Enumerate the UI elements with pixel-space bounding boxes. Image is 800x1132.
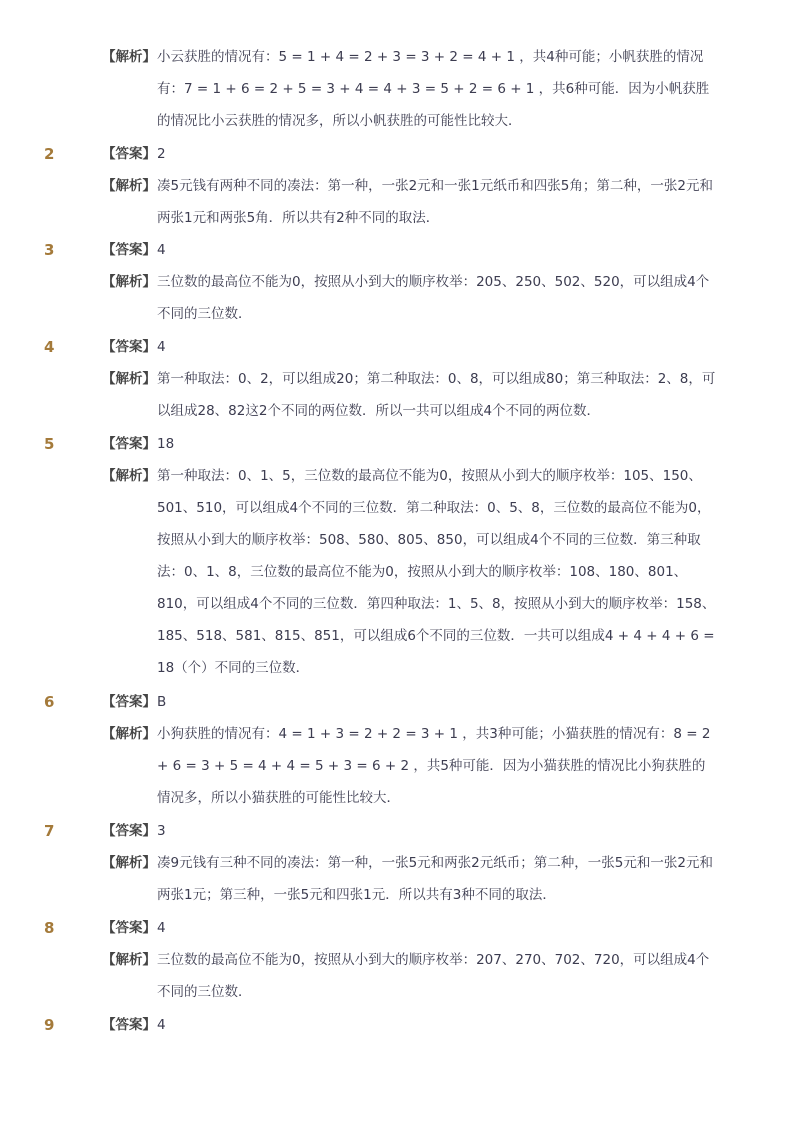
analysis-text: 小狗获胜的情况有：4 = 1 + 3 = 2 + 2 = 3 + 1 ，共3种可能；小猫获胜的情况有：8 = 2 + 6 = 3 + 5 = 4 + 4 = 5 + 3 = 6 + 2 ，共5种可能．因为小猫获胜的情况比小狗获胜的情况多，所以小猫获胜的可能性比较大． [157, 726, 711, 806]
question-number: 5 [44, 435, 55, 453]
answer-value: 4 [157, 242, 166, 258]
answer-value: 2 [157, 146, 166, 162]
answer-label: 【答案】 [102, 339, 156, 355]
analysis-text: 第一种取法：0、1、5，三位数的最高位不能为0，按照从小到大的顺序枚举：105、150、501、510，可以组成4个不同的三位数．第二种取法：0、5、8，三位数的最高位不能为0，按照从小到大的顺序枚举：508、580、805、850，可以组成4个不同的三位数．第三种取法：0、1、8，三位数的最高位不能为0，按照从小到大的顺序枚举：108、180、801、810，可以组成4个不同的三位数．第四种取法：1、5、8，按照从小到大的顺序枚举：158、185、518、581、815、851，可以组成6个不同的三位数．一共可以组成4 + 4 + 4 + 6 = 18（个）不同的三位数． [157, 468, 716, 676]
analysis-label: 【解析】 [102, 274, 156, 290]
answer-label: 【答案】 [102, 146, 156, 162]
analysis-text: 三位数的最高位不能为0，按照从小到大的顺序枚举：205、250、502、520，可以组成4个不同的三位数． [157, 274, 710, 322]
answer-label: 【答案】 [102, 823, 156, 839]
question-number: 6 [44, 693, 55, 711]
answer-label: 【答案】 [102, 1017, 156, 1033]
answer-label: 【答案】 [102, 694, 156, 710]
analysis-label: 【解析】 [102, 49, 156, 65]
analysis-text: 第一种取法：0、2，可以组成20；第二种取法：0、8，可以组成80；第三种取法：2、8，可以组成28、82这2个不同的两位数．所以一共可以组成4个不同的两位数． [157, 371, 716, 419]
analysis-label: 【解析】 [102, 468, 156, 484]
question-number: 3 [44, 241, 55, 259]
question-number: 4 [44, 338, 55, 356]
analysis-text: 凑9元钱有三种不同的凑法：第一种，一张5元和两张2元纸币；第二种，一张5元和一张2元和两张1元；第三种，一张5元和四张1元．所以共有3种不同的取法． [157, 855, 713, 903]
answer-label: 【答案】 [102, 436, 156, 452]
answer-value: 18 [157, 436, 175, 452]
answer-value: 3 [157, 823, 166, 839]
analysis-label: 【解析】 [102, 178, 156, 194]
answer-label: 【答案】 [102, 920, 156, 936]
analysis-label: 【解析】 [102, 855, 156, 871]
answer-value: B [157, 694, 167, 710]
answer-value: 4 [157, 339, 166, 355]
question-number: 9 [44, 1016, 55, 1034]
question-number: 8 [44, 919, 55, 937]
answer-value: 4 [157, 1017, 166, 1033]
analysis-label: 【解析】 [102, 726, 156, 742]
analysis-text: 凑5元钱有两种不同的凑法：第一种，一张2元和一张1元纸币和四张5角；第二种，一张2元和两张1元和两张5角．所以共有2种不同的取法． [157, 178, 713, 226]
analysis-text: 三位数的最高位不能为0，按照从小到大的顺序枚举：207、270、702、720，可以组成4个不同的三位数． [157, 952, 710, 1000]
question-number: 7 [44, 822, 55, 840]
answer-label: 【答案】 [102, 242, 156, 258]
analysis-label: 【解析】 [102, 952, 156, 968]
analysis-label: 【解析】 [102, 371, 156, 387]
analysis-text: 小云获胜的情况有：5 = 1 + 4 = 2 + 3 = 3 + 2 = 4 + 1 ，共4种可能；小帆获胜的情况有：7 = 1 + 6 = 2 + 5 = 3 + 4 = 4 + 3 = 5 + 2 = 6 + 1 ，共6种可能．因为小帆获胜的情况比小云获胜的情况多，所以小帆获胜的可能性比较大． [157, 49, 710, 129]
question-number: 2 [44, 145, 55, 163]
answer-value: 4 [157, 920, 166, 936]
